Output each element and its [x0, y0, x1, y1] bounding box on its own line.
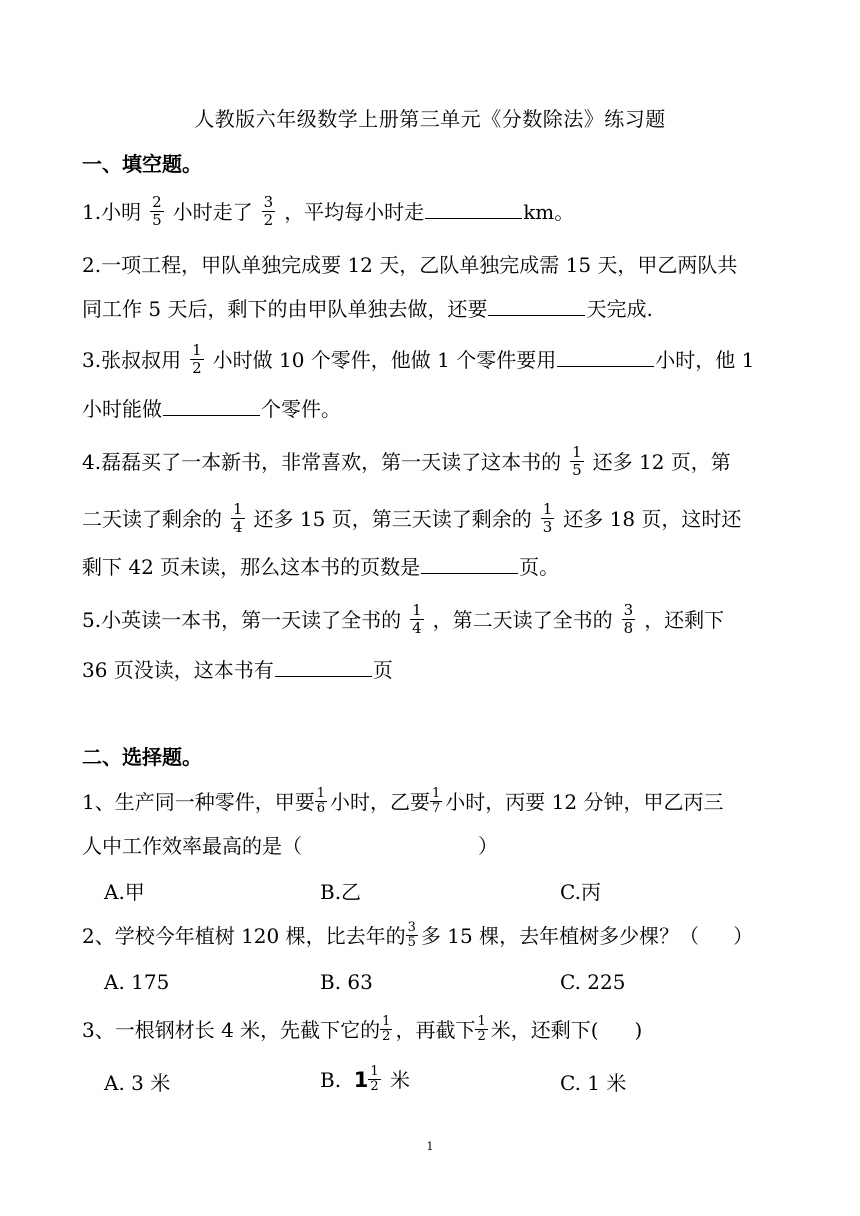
- fraction: $\frac{1}{2}$: [370, 1064, 379, 1094]
- fraction: $\frac{1}{2}$: [382, 1014, 391, 1044]
- c1-text-d: 人中工作效率最高的是（: [82, 834, 302, 858]
- c3-text-a: 3、一根钢材长 4 米，先截下它的: [82, 1018, 381, 1042]
- choice-1-line-1: [82, 788, 723, 818]
- c3-option-b[interactable]: [320, 1064, 410, 1096]
- c3-option-c[interactable]: C. 1 米: [560, 1071, 627, 1095]
- c1-option-a[interactable]: A.甲: [104, 880, 145, 904]
- section-fill-in: 一、填空题。: [82, 152, 202, 176]
- q1-text-b: 小时走了: [172, 200, 253, 224]
- fraction: $\frac{1}{5}$: [572, 443, 582, 479]
- c1-text-c: 小时，丙要 12 分钟，甲乙丙三: [445, 790, 724, 814]
- choice-3-line-1: [82, 1016, 642, 1046]
- c1-text-e: ）: [478, 834, 498, 858]
- c2-option-b[interactable]: B. 63: [320, 970, 373, 994]
- question-3-line-2: [82, 395, 341, 423]
- fraction: $\frac{1}{4}$: [412, 601, 422, 637]
- page-title: 人教版六年级数学上册第三单元《分数除法》练习题: [194, 107, 666, 131]
- question-4-line-2: [82, 500, 742, 538]
- q1-text-c: ，平均每小时走: [284, 200, 425, 224]
- c2-text-b: 多 15 棵，去年植树多少棵？（: [420, 924, 700, 948]
- q4-text-c: 二天读了剩余的: [82, 507, 222, 531]
- c3-option-a[interactable]: A. 3 米: [104, 1071, 171, 1095]
- q2-text-b: 天完成.: [586, 297, 653, 321]
- question-2-line-1: 2.一项工程，甲队单独完成要 12 天，乙队单独完成需 15 天，甲乙两队共: [82, 253, 738, 277]
- question-5-line-1: [82, 601, 725, 639]
- c2-option-a[interactable]: A. 175: [104, 970, 170, 994]
- fraction: $\frac{1}{2}$: [477, 1014, 486, 1044]
- fraction: $\frac{2}{5}$: [152, 193, 162, 229]
- answer-blank[interactable]: [557, 346, 654, 367]
- question-5-line-2: [82, 656, 393, 684]
- choice-1-line-2: [82, 832, 498, 860]
- answer-blank[interactable]: [275, 656, 372, 677]
- fraction: $\frac{3}{2}$: [263, 193, 274, 229]
- q3-text-c: 小时，他 1: [655, 348, 755, 372]
- q3-text-b: 小时做 10 个零件，他做 1 个零件要用: [212, 348, 557, 372]
- q1-text-d: km。: [523, 200, 575, 224]
- answer-blank[interactable]: [488, 295, 585, 316]
- fraction: $\frac{1}{7}$: [432, 786, 441, 816]
- q1-text-a: 1.小明: [82, 200, 142, 224]
- q4-text-g: 页。: [519, 555, 560, 579]
- fraction: $\frac{1}{2}$: [192, 341, 202, 377]
- q3-text-e: 个零件。: [261, 397, 341, 421]
- q3-text-a: 3.张叔叔用: [82, 348, 182, 372]
- answer-blank[interactable]: [163, 395, 260, 416]
- c3-text-c: 米，还剩下(: [490, 1018, 599, 1042]
- fraction: $\frac{3}{5}$: [407, 920, 416, 950]
- mixed-number-whole: 1: [353, 1068, 369, 1092]
- q5-text-b: ，第二天读了全书的: [432, 608, 613, 632]
- question-2-line-2: [82, 295, 653, 323]
- c3-text-b: ，再截下: [395, 1018, 476, 1042]
- choice-2-line-1: [82, 922, 753, 952]
- question-4-line-1: [82, 443, 731, 481]
- q4-text-b: 还多 12 页，第: [592, 450, 731, 474]
- q2-text-a: 同工作 5 天后，剩下的由甲队单独去做，还要: [82, 297, 488, 321]
- question-3-line-1: [82, 341, 755, 379]
- question-4-line-3: [82, 553, 559, 581]
- q5-text-c: ，还剩下: [644, 608, 725, 632]
- q4-text-a: 4.磊磊买了一本新书，非常喜欢，第一天读了这本书的: [82, 450, 562, 474]
- c1-text-a: 1、生产同一种零件，甲要: [82, 790, 315, 814]
- c1-text-b: 小时，乙要: [330, 790, 431, 814]
- fraction: $\frac{3}{8}$: [623, 601, 634, 637]
- q3-text-d: 小时能做: [82, 397, 162, 421]
- q5-text-a: 5.小英读一本书，第一天读了全书的: [82, 608, 402, 632]
- c2-text-a: 2、学校今年植树 120 棵，比去年的: [82, 924, 406, 948]
- c1-option-c[interactable]: C.丙: [560, 880, 601, 904]
- answer-blank[interactable]: [425, 198, 522, 219]
- q4-text-d: 还多 15 页，第三天读了剩余的: [253, 507, 532, 531]
- fraction: $\frac{1}{6}$: [316, 786, 326, 816]
- c2-text-c: ）: [733, 924, 754, 948]
- q4-text-e: 还多 18 页，这时还: [563, 507, 742, 531]
- fraction: $\frac{1}{4}$: [233, 500, 243, 536]
- question-1: [82, 193, 575, 231]
- option-letter: B.: [320, 1068, 342, 1092]
- c3-text-d: ): [634, 1018, 643, 1042]
- c1-option-b[interactable]: B.乙: [320, 880, 362, 904]
- fraction: $\frac{1}{3}$: [542, 500, 553, 536]
- q5-text-e: 页: [372, 658, 393, 682]
- q5-text-d: 36 页没读，这本书有: [82, 658, 274, 682]
- q4-text-f: 剩下 42 页未读，那么这本书的页数是: [82, 555, 421, 579]
- page-number: 1: [426, 1140, 434, 1153]
- c2-option-c[interactable]: C. 225: [560, 970, 626, 994]
- answer-blank[interactable]: [421, 553, 518, 574]
- option-unit: 米: [390, 1068, 411, 1092]
- section-multiple-choice: 二、选择题。: [82, 745, 202, 769]
